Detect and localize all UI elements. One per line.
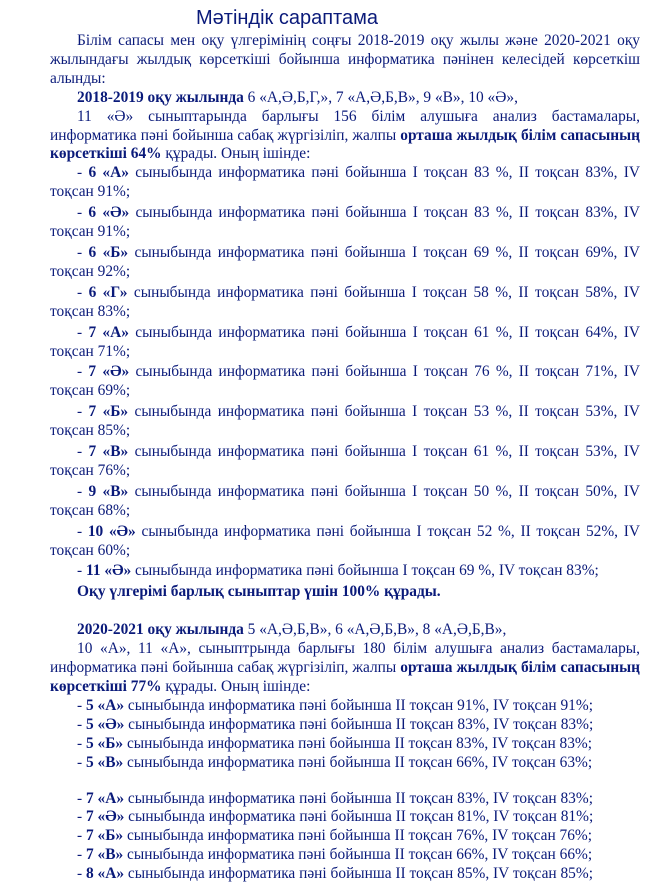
list-item: - 7 «В» сыныбында информатика пәні бойынша І тоқсан 61 %, ІІ тоқсан 53%, ІV тоқсан 76%; xyxy=(50,443,640,479)
list-item: - 9 «В» сыныбында информатика пәні бойынша І тоқсан 50 %, ІІ тоқсан 50%, ІV тоқсан 68%; xyxy=(50,482,640,519)
list-item: - 5 «Б» сыныбында информатика пәні бойынша ІІ тоқсан 83%, ІV тоқсан 83%; xyxy=(77,734,593,752)
class-name: 5 «Б» xyxy=(85,734,124,752)
class-name: 7 «Ә» xyxy=(85,808,125,826)
spacer xyxy=(50,773,640,790)
class-name: 7 «Б» xyxy=(85,827,124,845)
list-item: - 7 «А» сыныбында информатика пәні бойынша І тоқсан 61 %, ІІ тоқсан 64%, ІV тоқсан 71%; xyxy=(50,323,640,360)
class-name: 7 «В» xyxy=(88,443,129,461)
class-name: 10 «Ә» xyxy=(87,522,136,540)
year1-quality-value: орташа жылдық білім сапасының көрсеткіші 64% xyxy=(50,126,640,163)
year2-heading: 2020-2021 оқу жылында xyxy=(77,621,244,639)
list-item: - 7 «Б» сыныбында информатика пәні бойынша І тоқсан 53 %, ІІ тоқсан 53%, ІV тоқсан 85%; xyxy=(50,403,640,440)
year2-summary-post: құрады. Оның ішінде: xyxy=(161,678,311,695)
class-name: 9 «В» xyxy=(88,482,129,500)
year1-summary-pre: 11 «Ә» сыныптарында барлығы 156 білім алушыға анализ бастамалары, информатика пәні бойынша сабақ жүргізіліп, жалпы xyxy=(50,107,640,144)
year2-summary xyxy=(50,640,640,697)
class-name: 6 «Ә» xyxy=(88,204,130,222)
class-name: 5 «А» xyxy=(85,696,125,714)
list-item: - 6 «Ә» сыныбында информатика пәні бойынша І тоқсан 83 %, ІІ тоқсан 83%, ІV тоқсан 91%; xyxy=(50,204,640,241)
spacer xyxy=(50,602,640,621)
year2-classes-line xyxy=(50,621,640,640)
year1-classes: 6 «А,Ә,Б,Г,», 7 «А,Ә,Б,В», 9 «В», 10 «Ә», xyxy=(243,88,518,106)
class-name: 5 «В» xyxy=(85,753,124,771)
year1-closing: Оқу үлгерімі барлық сыныптар үшін 100% құрады. xyxy=(77,583,441,601)
year2-summary-pre: 10 «А», 11 «А», сыныптрында барлығы 180 білім алушыға анализ бастамалары, информатика пәні бойынша сабақ жүргізіліп, жалпы xyxy=(50,640,640,677)
class-name: 6 «А» xyxy=(88,164,129,182)
list-item: - 7 «Ә» сыныбында информатика пәні бойынша ІІ тоқсан 81%, ІV тоқсан 81%; xyxy=(77,808,594,826)
class-name: 7 «Ә» xyxy=(88,363,130,381)
year2-list-a xyxy=(50,697,640,773)
list-item: - 5 «А» сыныбында информатика пәні бойынша ІІ тоқсан 91%, ІV тоқсан 91%; xyxy=(77,696,593,714)
year1-list xyxy=(50,164,640,581)
list-item: - 6 «А» сыныбында информатика пәні бойынша І тоқсан 83 %, ІІ тоқсан 83%, ІV тоқсан 91%; xyxy=(50,164,640,201)
year2-classes: 5 «А,Ә,Б,В», 6 «А,Ә,Б,В», 8 «А,Ә,Б,В», xyxy=(243,621,507,639)
list-item: - 6 «Г» сыныбында информатика пәні бойынша І тоқсан 58 %, ІІ тоқсан 58%, ІV тоқсан 83%; xyxy=(50,283,640,320)
list-item: - 7 «Ә» сыныбында информатика пәні бойынша І тоқсан 76 %, ІІ тоқсан 71%, ІV тоқсан 69%; xyxy=(50,363,640,400)
intro-paragraph: Білім сапасы мен оқу үлгерімінің соңғы 2018-2019 оқу жылы және 2020-2021 оқу жылындағы жылдық көрсеткіші бойынша информатика пәнінен келесідей көрсеткіш алынды: xyxy=(50,32,640,87)
class-name: 7 «А» xyxy=(85,789,125,807)
list-item: - 10 «Ә» сыныбында информатика пәні бойынша І тоқсан 52 %, ІІ тоқсан 52%, ІV тоқсан 60%; xyxy=(50,522,640,559)
year2-quality-value: орташа жылдық білім сапасының көрсеткіші 77% xyxy=(50,659,640,695)
year1-classes-line xyxy=(50,89,640,108)
list-item: - 7 «Б» сыныбында информатика пәні бойынша ІІ тоқсан 76%, ІV тоқсан 76%; xyxy=(77,827,593,845)
class-name: 11 «Ә» xyxy=(85,562,132,580)
class-name: 7 «Б» xyxy=(88,403,129,421)
year1-summary xyxy=(50,108,640,165)
page-title: Мәтіндік сараптама xyxy=(196,7,378,29)
list-item: - 5 «В» сыныбында информатика пәні бойынша ІІ тоқсан 66%, ІV тоқсан 63%; xyxy=(77,753,593,771)
class-name: 6 «Б» xyxy=(88,243,129,261)
list-item: - 7 «А» сыныбында информатика пәні бойынша ІІ тоқсан 83%, ІV тоқсан 83%; xyxy=(77,789,593,807)
class-name: 8 «А» xyxy=(85,865,125,883)
list-item: - 11 «Ә» сыныбында информатика пәні бойынша І тоқсан 69 %, ІV тоқсан 83%; xyxy=(77,562,599,580)
list-item: - 5 «Ә» сыныбында информатика пәні бойынша ІІ тоқсан 83%, ІV тоқсан 83%; xyxy=(77,715,594,733)
year1-summary-post: құрады. Оның ішінде: xyxy=(161,145,311,163)
year1-heading: 2018-2019 оқу жылында xyxy=(77,88,244,106)
class-name: 7 «А» xyxy=(88,323,129,341)
list-item: - 8 «А» сыныбында информатика пәні бойынша ІІ тоқсан 85%, ІV тоқсан 85%; xyxy=(77,865,593,883)
list-item: - 7 «В» сыныбында информатика пәні бойынша ІІ тоқсан 66%, ІV тоқсан 66%; xyxy=(77,846,593,864)
class-name: 5 «Ә» xyxy=(85,715,125,733)
list-item: - 6 «Б» сыныбында информатика пәні бойынша І тоқсан 69 %, ІІ тоқсан 69%, ІV тоқсан 92%; xyxy=(50,243,640,280)
year2-list-b xyxy=(50,790,640,884)
class-name: 6 «Г» xyxy=(88,283,128,301)
class-name: 7 «В» xyxy=(85,846,124,864)
